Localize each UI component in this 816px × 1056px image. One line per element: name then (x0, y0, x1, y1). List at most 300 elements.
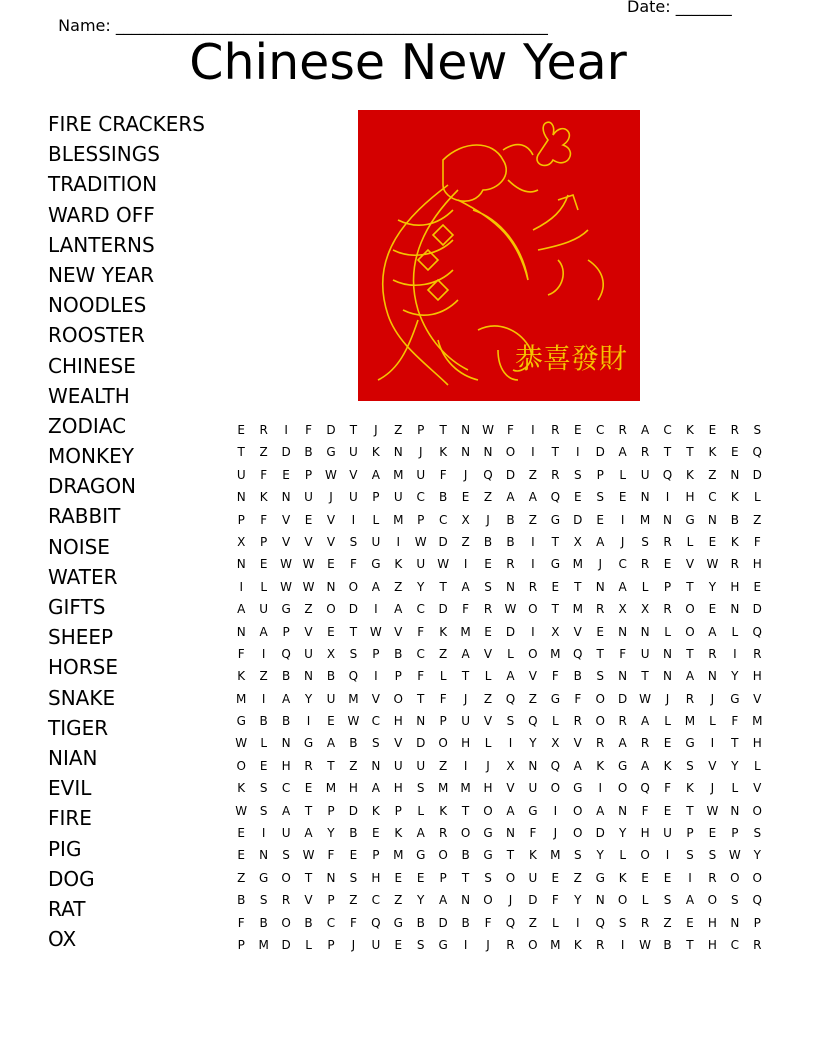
grid-letter[interactable]: O (281, 915, 291, 930)
grid-letter[interactable]: V (506, 781, 515, 796)
grid-letter[interactable]: Z (259, 669, 268, 684)
grid-letter[interactable]: T (686, 937, 694, 952)
grid-letter[interactable]: Q (640, 781, 650, 796)
grid-letter[interactable]: R (663, 534, 672, 549)
grid-letter[interactable]: N (461, 423, 471, 437)
grid-letter[interactable]: H (752, 736, 762, 751)
grid-letter[interactable]: U (528, 870, 538, 885)
grid-letter[interactable]: I (553, 803, 558, 818)
grid-letter[interactable]: E (596, 512, 605, 527)
grid-letter[interactable]: S (416, 937, 425, 952)
grid-letter[interactable]: F (237, 915, 245, 930)
grid-letter[interactable]: E (573, 490, 582, 505)
grid-letter[interactable]: A (371, 579, 380, 594)
grid-letter[interactable]: E (708, 534, 717, 549)
grid-letter[interactable]: U (349, 445, 358, 460)
grid-letter[interactable]: P (439, 714, 447, 729)
grid-letter[interactable]: X (237, 534, 246, 549)
grid-letter[interactable]: B (281, 669, 291, 684)
grid-letter[interactable]: G (416, 848, 426, 863)
grid-letter[interactable]: G (483, 826, 493, 841)
grid-letter[interactable]: O (752, 870, 762, 885)
grid-letter[interactable]: F (619, 646, 627, 661)
grid-letter[interactable]: U (236, 467, 246, 482)
grid-letter[interactable]: K (394, 826, 403, 841)
grid-letter[interactable]: N (640, 490, 650, 505)
grid-letter[interactable]: N (236, 624, 246, 639)
grid-letter[interactable]: S (484, 579, 492, 594)
grid-letter[interactable]: B (663, 937, 672, 952)
grid-letter[interactable]: H (393, 714, 403, 729)
grid-letter[interactable]: I (576, 915, 580, 930)
grid-letter[interactable]: E (259, 557, 268, 572)
grid-letter[interactable]: Y (417, 579, 425, 594)
grid-letter[interactable]: N (528, 758, 538, 773)
grid-letter[interactable]: P (372, 646, 380, 661)
grid-letter[interactable]: M (572, 557, 583, 572)
grid-letter[interactable]: R (685, 691, 695, 706)
grid-letter[interactable]: T (417, 691, 425, 706)
grid-letter[interactable]: D (595, 445, 605, 460)
grid-letter[interactable]: P (686, 826, 694, 841)
grid-letter[interactable]: V (753, 781, 762, 796)
grid-letter[interactable]: O (483, 803, 493, 818)
grid-letter[interactable]: R (708, 646, 717, 661)
grid-letter[interactable]: W (369, 624, 382, 639)
grid-letter[interactable]: S (663, 893, 672, 908)
grid-letter[interactable]: J (710, 691, 715, 706)
grid-letter[interactable]: I (620, 937, 625, 952)
grid-letter[interactable]: L (260, 736, 267, 751)
grid-letter[interactable]: B (730, 512, 739, 527)
grid-letter[interactable]: O (707, 893, 718, 908)
grid-letter[interactable]: O (438, 848, 448, 863)
grid-letter[interactable]: E (663, 736, 672, 751)
grid-letter[interactable]: L (619, 467, 626, 482)
grid-letter[interactable]: S (573, 848, 582, 863)
grid-letter[interactable]: C (618, 557, 627, 572)
grid-letter[interactable]: V (326, 512, 336, 527)
grid-letter[interactable]: A (394, 602, 403, 617)
grid-letter[interactable]: B (506, 512, 515, 527)
grid-letter[interactable]: S (349, 534, 358, 549)
grid-letter[interactable]: C (371, 893, 381, 908)
grid-letter[interactable]: I (463, 557, 468, 572)
grid-letter[interactable]: J (374, 423, 378, 437)
grid-letter[interactable]: F (417, 624, 425, 639)
grid-letter[interactable]: L (641, 579, 649, 594)
grid-letter[interactable]: N (618, 803, 628, 818)
grid-letter[interactable]: N (326, 579, 336, 594)
grid-letter[interactable]: D (595, 826, 605, 841)
grid-letter[interactable]: O (483, 893, 493, 908)
grid-letter[interactable]: K (596, 758, 605, 773)
grid-letter[interactable]: K (663, 758, 672, 773)
grid-letter[interactable]: E (731, 445, 739, 460)
grid-letter[interactable]: C (416, 646, 425, 661)
grid-letter[interactable]: E (327, 714, 335, 729)
grid-letter[interactable]: I (396, 534, 401, 549)
grid-letter[interactable]: B (461, 915, 470, 930)
grid-letter[interactable]: E (349, 848, 358, 863)
grid-letter[interactable]: O (528, 602, 538, 617)
grid-letter[interactable]: T (686, 445, 694, 460)
grid-letter[interactable]: L (619, 848, 626, 863)
grid-letter[interactable]: D (752, 467, 762, 482)
grid-letter[interactable]: I (531, 624, 535, 639)
grid-letter[interactable]: H (707, 937, 717, 952)
grid-letter[interactable]: F (260, 467, 268, 482)
grid-letter[interactable]: P (731, 826, 739, 841)
grid-letter[interactable]: H (461, 736, 471, 751)
grid-letter[interactable]: E (708, 826, 717, 841)
grid-letter[interactable]: A (640, 423, 650, 437)
grid-letter[interactable]: P (417, 423, 425, 437)
grid-letter[interactable]: V (304, 624, 313, 639)
grid-letter[interactable]: M (460, 781, 471, 796)
grid-letter[interactable]: J (418, 445, 423, 460)
grid-letter[interactable]: T (439, 579, 447, 594)
grid-letter[interactable]: O (752, 803, 762, 818)
grid-letter[interactable]: J (463, 467, 468, 482)
grid-letter[interactable]: G (685, 736, 695, 751)
grid-letter[interactable]: D (281, 937, 291, 952)
grid-letter[interactable]: Q (371, 915, 381, 930)
grid-letter[interactable]: O (640, 848, 650, 863)
grid-letter[interactable]: G (393, 915, 403, 930)
grid-letter[interactable]: I (531, 557, 535, 572)
grid-letter[interactable]: Y (417, 893, 425, 908)
grid-letter[interactable]: J (486, 937, 490, 952)
grid-letter[interactable]: J (710, 781, 715, 796)
grid-letter[interactable]: Y (731, 669, 739, 684)
grid-letter[interactable]: U (326, 691, 336, 706)
grid-letter[interactable]: D (438, 534, 448, 549)
grid-letter[interactable]: W (235, 803, 248, 818)
grid-letter[interactable]: Z (461, 534, 470, 549)
grid-letter[interactable]: T (731, 736, 739, 751)
grid-letter[interactable]: N (595, 893, 605, 908)
grid-letter[interactable]: H (730, 579, 740, 594)
grid-letter[interactable]: B (237, 893, 246, 908)
grid-letter[interactable]: P (663, 579, 672, 594)
grid-letter[interactable]: C (416, 490, 425, 505)
grid-letter[interactable]: T (327, 758, 335, 773)
grid-letter[interactable]: X (326, 646, 336, 661)
grid-letter[interactable]: Q (752, 445, 762, 460)
grid-letter[interactable]: E (237, 848, 246, 863)
grid-letter[interactable]: W (280, 557, 293, 572)
grid-letter[interactable]: N (281, 736, 291, 751)
grid-letter[interactable]: P (237, 937, 245, 952)
grid-letter[interactable]: G (281, 602, 291, 617)
grid-letter[interactable]: N (663, 669, 673, 684)
grid-letter[interactable]: K (686, 781, 694, 796)
grid-letter[interactable]: O (505, 445, 516, 460)
grid-letter[interactable]: G (550, 557, 560, 572)
grid-letter[interactable]: A (596, 534, 605, 549)
grid-letter[interactable]: N (393, 445, 403, 460)
grid-letter[interactable]: P (260, 534, 268, 549)
grid-letter[interactable]: T (461, 870, 470, 885)
grid-letter[interactable]: U (528, 781, 538, 796)
grid-letter[interactable]: F (551, 669, 559, 684)
grid-letter[interactable]: C (281, 781, 291, 796)
grid-letter[interactable]: E (372, 826, 380, 841)
grid-letter[interactable]: P (439, 870, 447, 885)
grid-letter[interactable]: D (326, 423, 336, 437)
grid-letter[interactable]: C (416, 602, 425, 617)
grid-letter[interactable]: U (304, 646, 313, 661)
grid-letter[interactable]: D (528, 893, 538, 908)
grid-letter[interactable]: F (349, 915, 357, 930)
grid-letter[interactable]: W (325, 467, 337, 482)
grid-letter[interactable]: E (551, 579, 560, 594)
grid-letter[interactable]: N (730, 803, 740, 818)
grid-letter[interactable]: P (372, 848, 380, 863)
grid-letter[interactable]: E (282, 467, 290, 482)
grid-letter[interactable]: C (730, 937, 740, 952)
grid-letter[interactable]: F (462, 602, 470, 617)
grid-letter[interactable]: W (302, 579, 315, 594)
grid-letter[interactable]: E (394, 870, 403, 885)
grid-letter[interactable]: N (461, 893, 471, 908)
grid-letter[interactable]: M (639, 512, 651, 527)
grid-letter[interactable]: F (641, 803, 649, 818)
grid-letter[interactable]: B (349, 736, 358, 751)
grid-letter[interactable]: L (753, 758, 761, 773)
grid-letter[interactable]: S (686, 758, 694, 773)
grid-letter[interactable]: F (731, 714, 739, 729)
grid-letter[interactable]: E (304, 781, 313, 796)
grid-letter[interactable]: R (551, 467, 560, 482)
grid-letter[interactable]: T (686, 803, 694, 818)
grid-letter[interactable]: N (326, 870, 336, 885)
grid-letter[interactable]: T (439, 423, 447, 437)
grid-letter[interactable]: X (640, 602, 650, 617)
grid-letter[interactable]: A (237, 602, 246, 617)
grid-letter[interactable]: F (260, 512, 268, 527)
grid-letter[interactable]: D (416, 736, 426, 751)
grid-letter[interactable]: S (596, 669, 605, 684)
grid-letter[interactable]: G (528, 803, 538, 818)
grid-letter[interactable]: V (708, 758, 717, 773)
grid-letter[interactable]: G (573, 781, 583, 796)
grid-letter[interactable]: O (550, 781, 561, 796)
grid-letter[interactable]: F (664, 781, 671, 796)
grid-letter[interactable]: K (237, 669, 246, 684)
grid-letter[interactable]: H (393, 781, 403, 796)
grid-letter[interactable]: T (663, 445, 672, 460)
grid-letter[interactable]: H (752, 557, 762, 572)
grid-letter[interactable]: M (550, 848, 561, 863)
grid-letter[interactable]: S (708, 848, 717, 863)
grid-letter[interactable]: K (686, 467, 694, 482)
grid-letter[interactable]: R (640, 557, 650, 572)
grid-letter[interactable]: R (259, 423, 268, 437)
grid-letter[interactable]: Q (752, 893, 762, 908)
grid-letter[interactable]: I (576, 445, 580, 460)
grid-letter[interactable]: Q (505, 915, 516, 930)
grid-letter[interactable]: O (617, 893, 628, 908)
grid-letter[interactable]: M (684, 714, 696, 729)
grid-letter[interactable]: F (439, 467, 447, 482)
grid-letter[interactable]: Z (394, 893, 403, 908)
grid-letter[interactable]: P (596, 467, 604, 482)
grid-letter[interactable]: R (753, 937, 762, 952)
grid-letter[interactable]: U (259, 602, 269, 617)
grid-letter[interactable]: T (686, 646, 694, 661)
grid-letter[interactable]: F (439, 691, 447, 706)
grid-letter[interactable]: U (416, 758, 426, 773)
grid-letter[interactable]: I (531, 534, 535, 549)
grid-letter[interactable]: B (281, 714, 291, 729)
grid-letter[interactable]: F (305, 423, 312, 437)
grid-letter[interactable]: M (437, 781, 449, 796)
grid-letter[interactable]: F (417, 669, 425, 684)
grid-letter[interactable]: U (281, 826, 291, 841)
grid-letter[interactable]: V (281, 534, 291, 549)
grid-letter[interactable]: S (753, 423, 762, 437)
grid-letter[interactable]: C (326, 915, 336, 930)
grid-letter[interactable]: N (505, 579, 515, 594)
grid-letter[interactable]: Q (528, 714, 538, 729)
grid-letter[interactable]: K (730, 490, 739, 505)
grid-letter[interactable]: X (461, 512, 470, 527)
grid-letter[interactable]: S (259, 803, 268, 818)
grid-letter[interactable]: D (348, 803, 359, 818)
grid-letter[interactable]: S (416, 781, 425, 796)
grid-letter[interactable]: J (463, 691, 468, 706)
grid-letter[interactable]: K (259, 490, 268, 505)
grid-letter[interactable]: P (327, 893, 335, 908)
grid-letter[interactable]: I (374, 602, 378, 617)
grid-letter[interactable]: Y (753, 848, 761, 863)
grid-letter[interactable]: V (349, 467, 358, 482)
grid-letter[interactable]: S (753, 826, 762, 841)
grid-letter[interactable]: E (686, 915, 694, 930)
grid-letter[interactable]: Q (662, 467, 673, 482)
grid-letter[interactable]: D (505, 467, 516, 482)
grid-letter[interactable]: E (596, 624, 605, 639)
grid-letter[interactable]: T (461, 803, 470, 818)
grid-letter[interactable]: L (507, 646, 514, 661)
grid-letter[interactable]: W (437, 557, 450, 572)
grid-letter[interactable]: T (349, 423, 358, 437)
grid-letter[interactable]: E (618, 490, 627, 505)
grid-letter[interactable]: I (620, 512, 625, 527)
grid-letter[interactable]: Z (483, 691, 493, 706)
grid-letter[interactable]: L (731, 624, 739, 639)
grid-letter[interactable]: I (531, 423, 535, 437)
grid-letter[interactable]: H (281, 758, 291, 773)
grid-letter[interactable]: R (730, 557, 740, 572)
grid-letter[interactable]: L (709, 714, 716, 729)
grid-letter[interactable]: I (710, 736, 715, 751)
grid-letter[interactable]: Q (505, 691, 516, 706)
grid-letter[interactable]: P (327, 803, 335, 818)
grid-letter[interactable]: E (304, 512, 313, 527)
grid-letter[interactable]: A (506, 669, 515, 684)
grid-letter[interactable]: K (573, 937, 582, 952)
grid-letter[interactable]: P (372, 490, 380, 505)
grid-letter[interactable]: R (730, 423, 740, 437)
grid-letter[interactable]: Z (528, 691, 538, 706)
grid-letter[interactable]: V (304, 893, 313, 908)
grid-letter[interactable]: M (393, 512, 404, 527)
grid-letter[interactable]: J (598, 557, 602, 572)
grid-letter[interactable]: O (281, 870, 291, 885)
grid-letter[interactable]: P (753, 915, 761, 930)
grid-letter[interactable]: Z (259, 445, 268, 460)
grid-letter[interactable]: E (416, 870, 425, 885)
grid-letter[interactable]: W (302, 557, 315, 572)
grid-letter[interactable]: O (595, 714, 605, 729)
grid-letter[interactable]: L (664, 714, 671, 729)
grid-letter[interactable]: I (665, 848, 670, 863)
grid-letter[interactable]: N (483, 445, 493, 460)
grid-letter[interactable]: U (640, 467, 650, 482)
grid-letter[interactable]: P (394, 669, 402, 684)
grid-letter[interactable]: T (596, 646, 604, 661)
grid-letter[interactable]: L (552, 915, 559, 930)
grid-letter[interactable]: O (393, 691, 403, 706)
grid-letter[interactable]: N (461, 445, 471, 460)
grid-letter[interactable]: H (371, 870, 381, 885)
grid-letter[interactable]: J (508, 893, 513, 908)
grid-letter[interactable]: G (730, 691, 740, 706)
grid-letter[interactable]: M (393, 467, 404, 482)
grid-letter[interactable]: L (753, 490, 761, 505)
grid-letter[interactable]: N (730, 467, 740, 482)
grid-letter[interactable]: R (596, 602, 605, 617)
grid-letter[interactable]: K (439, 803, 448, 818)
grid-letter[interactable]: J (351, 937, 356, 952)
grid-letter[interactable]: V (394, 736, 403, 751)
grid-letter[interactable]: L (439, 669, 447, 684)
grid-letter[interactable]: O (505, 870, 516, 885)
grid-letter[interactable]: G (438, 937, 448, 952)
grid-letter[interactable]: Q (595, 915, 605, 930)
grid-letter[interactable]: G (303, 736, 314, 751)
grid-letter[interactable]: A (371, 781, 380, 796)
grid-letter[interactable]: X (573, 534, 582, 549)
grid-letter[interactable]: E (259, 758, 268, 773)
grid-letter[interactable]: I (284, 423, 288, 437)
grid-letter[interactable]: Z (237, 870, 246, 885)
grid-letter[interactable]: O (595, 691, 605, 706)
grid-letter[interactable]: B (349, 826, 358, 841)
grid-letter[interactable]: E (551, 870, 560, 885)
grid-letter[interactable]: I (531, 445, 535, 460)
grid-letter[interactable]: G (618, 758, 628, 773)
grid-letter[interactable]: V (281, 512, 291, 527)
grid-letter[interactable]: G (550, 691, 560, 706)
grid-letter[interactable]: D (573, 512, 583, 527)
grid-letter[interactable]: Z (394, 423, 403, 437)
grid-letter[interactable]: L (484, 669, 492, 684)
grid-letter[interactable]: Z (439, 758, 448, 773)
grid-letter[interactable]: K (439, 624, 448, 639)
grid-letter[interactable]: G (550, 512, 560, 527)
grid-letter[interactable]: W (504, 602, 517, 617)
grid-letter[interactable]: V (753, 691, 762, 706)
grid-letter[interactable]: I (239, 579, 243, 594)
grid-letter[interactable]: M (236, 691, 247, 706)
grid-letter[interactable]: S (596, 490, 605, 505)
grid-letter[interactable]: R (438, 826, 448, 841)
grid-letter[interactable]: A (640, 714, 650, 729)
